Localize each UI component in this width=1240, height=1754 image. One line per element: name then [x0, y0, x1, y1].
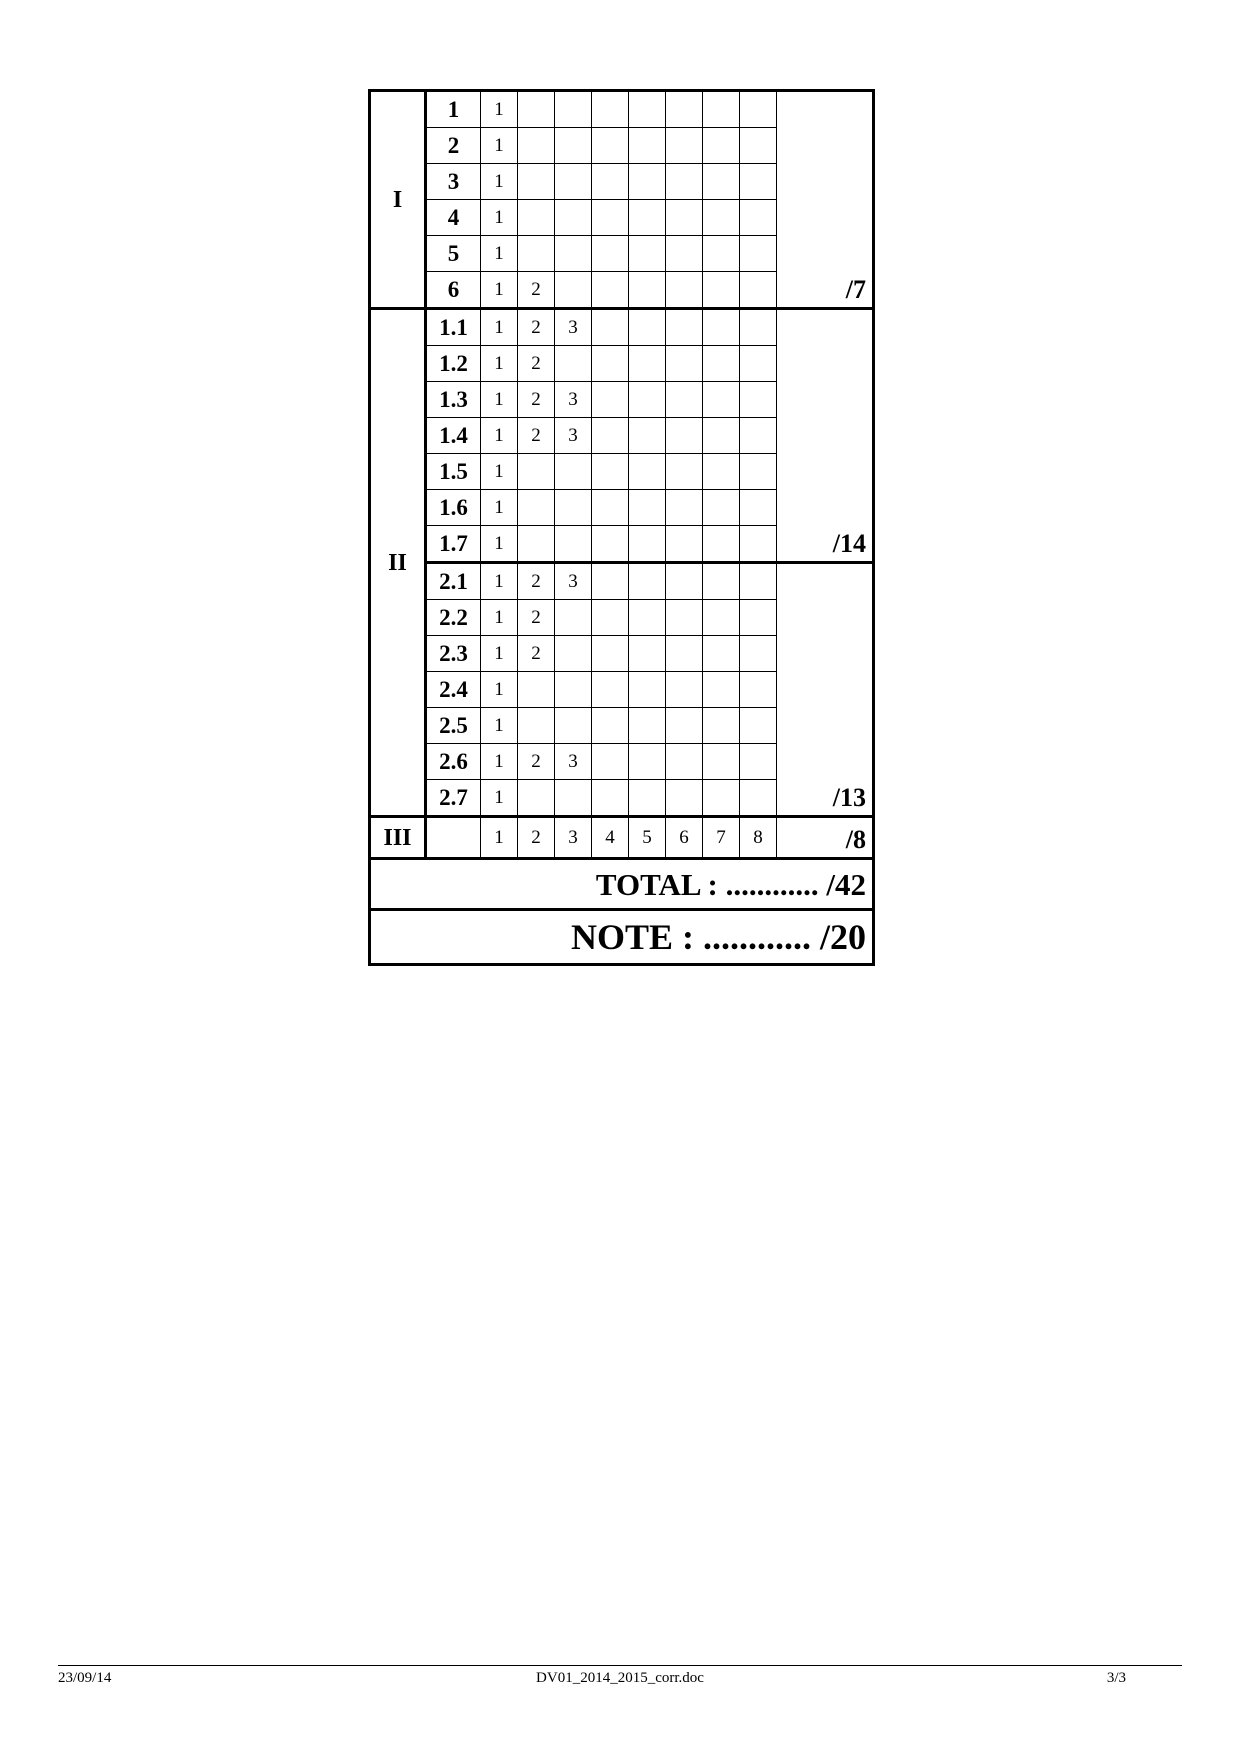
empty-point-cell[interactable] [518, 236, 555, 272]
empty-point-cell[interactable] [666, 636, 703, 672]
note-label: NOTE : ............ /20 [370, 910, 874, 965]
empty-point-cell[interactable] [555, 636, 592, 672]
point-cell[interactable]: 1 [481, 309, 518, 346]
empty-point-cell[interactable] [629, 309, 666, 346]
empty-point-cell[interactable] [740, 744, 777, 780]
empty-point-cell[interactable] [592, 128, 629, 164]
empty-point-cell[interactable] [555, 200, 592, 236]
empty-point-cell[interactable] [703, 708, 740, 744]
point-cell[interactable]: 1 [481, 672, 518, 708]
empty-point-cell[interactable] [629, 744, 666, 780]
empty-point-cell[interactable] [703, 780, 740, 817]
empty-point-cell[interactable] [703, 200, 740, 236]
point-cell[interactable]: 4 [592, 817, 629, 859]
empty-point-cell[interactable] [518, 200, 555, 236]
group-score: /14 [777, 309, 874, 563]
section-label: II [370, 309, 426, 817]
question-number: 2.1 [426, 563, 481, 600]
empty-point-cell[interactable] [703, 272, 740, 309]
point-cell[interactable]: 1 [481, 563, 518, 600]
question-number: 1.7 [426, 526, 481, 563]
empty-point-cell[interactable] [629, 672, 666, 708]
empty-point-cell[interactable] [703, 490, 740, 526]
section-label: III [370, 817, 426, 859]
footer-rule [58, 1665, 1182, 1666]
point-cell[interactable]: 1 [481, 236, 518, 272]
point-cell[interactable]: 1 [481, 817, 518, 859]
grid-row [370, 563, 874, 600]
empty-point-cell[interactable] [740, 672, 777, 708]
empty-point-cell[interactable] [629, 454, 666, 490]
empty-point-cell[interactable] [740, 780, 777, 817]
empty-point-cell[interactable] [555, 128, 592, 164]
group-score: /7 [777, 91, 874, 309]
empty-point-cell[interactable] [666, 418, 703, 454]
question-number: 2.4 [426, 672, 481, 708]
empty-point-cell[interactable] [629, 346, 666, 382]
total-label: TOTAL : ............ /42 [370, 859, 874, 910]
point-cell[interactable]: 1 [481, 91, 518, 128]
empty-point-cell[interactable] [666, 91, 703, 128]
point-cell[interactable]: 1 [481, 418, 518, 454]
question-number: 2.3 [426, 636, 481, 672]
empty-point-cell[interactable] [666, 490, 703, 526]
empty-point-cell[interactable] [740, 164, 777, 200]
empty-point-cell[interactable] [555, 236, 592, 272]
empty-point-cell[interactable] [703, 744, 740, 780]
empty-point-cell[interactable] [555, 454, 592, 490]
point-cell[interactable]: 2 [518, 418, 555, 454]
empty-point-cell[interactable] [703, 672, 740, 708]
point-cell[interactable]: 1 [481, 526, 518, 563]
empty-point-cell[interactable] [666, 236, 703, 272]
point-cell[interactable]: 3 [555, 382, 592, 418]
question-number: 4 [426, 200, 481, 236]
question-number: 1.2 [426, 346, 481, 382]
empty-point-cell[interactable] [592, 418, 629, 454]
point-cell[interactable]: 3 [555, 744, 592, 780]
empty-point-cell[interactable] [518, 128, 555, 164]
point-cell[interactable]: 2 [518, 346, 555, 382]
empty-point-cell[interactable] [629, 200, 666, 236]
point-cell[interactable]: 2 [518, 563, 555, 600]
empty-point-cell[interactable] [518, 780, 555, 817]
empty-point-cell[interactable] [592, 200, 629, 236]
point-cell[interactable]: 1 [481, 490, 518, 526]
empty-point-cell[interactable] [592, 780, 629, 817]
empty-point-cell[interactable] [703, 454, 740, 490]
empty-point-cell[interactable] [740, 128, 777, 164]
empty-point-cell[interactable] [518, 708, 555, 744]
empty-point-cell[interactable] [629, 563, 666, 600]
point-cell[interactable]: 1 [481, 454, 518, 490]
empty-point-cell[interactable] [740, 563, 777, 600]
empty-point-cell[interactable] [592, 490, 629, 526]
point-cell[interactable]: 1 [481, 636, 518, 672]
grid-row [370, 309, 874, 346]
point-cell[interactable]: 1 [481, 200, 518, 236]
empty-point-cell[interactable] [518, 91, 555, 128]
empty-point-cell[interactable] [592, 164, 629, 200]
empty-point-cell[interactable] [629, 708, 666, 744]
empty-point-cell[interactable] [629, 272, 666, 309]
question-number: 1.4 [426, 418, 481, 454]
empty-point-cell[interactable] [629, 418, 666, 454]
empty-point-cell[interactable] [592, 744, 629, 780]
point-cell[interactable]: 1 [481, 744, 518, 780]
empty-point-cell[interactable] [592, 236, 629, 272]
point-cell[interactable]: 5 [629, 817, 666, 859]
empty-point-cell[interactable] [629, 636, 666, 672]
empty-point-cell[interactable] [740, 200, 777, 236]
question-number: 6 [426, 272, 481, 309]
empty-point-cell[interactable] [555, 272, 592, 309]
empty-point-cell[interactable] [703, 600, 740, 636]
empty-point-cell[interactable] [666, 526, 703, 563]
empty-point-cell[interactable] [555, 346, 592, 382]
empty-point-cell[interactable] [629, 382, 666, 418]
empty-point-cell[interactable] [592, 309, 629, 346]
point-cell[interactable]: 1 [481, 272, 518, 309]
empty-point-cell[interactable] [629, 236, 666, 272]
empty-point-cell[interactable] [592, 708, 629, 744]
question-number: 2.7 [426, 780, 481, 817]
point-cell[interactable]: 2 [518, 309, 555, 346]
empty-point-cell[interactable] [703, 526, 740, 563]
point-cell[interactable]: 1 [481, 780, 518, 817]
total-row [370, 859, 874, 910]
question-number: 2.5 [426, 708, 481, 744]
point-cell[interactable]: 3 [555, 418, 592, 454]
section-label: I [370, 91, 426, 309]
point-cell[interactable]: 3 [555, 563, 592, 600]
note-row [370, 910, 874, 965]
empty-point-cell[interactable] [629, 600, 666, 636]
empty-point-cell[interactable] [555, 526, 592, 563]
empty-point-cell[interactable] [629, 780, 666, 817]
empty-point-cell[interactable] [555, 490, 592, 526]
empty-point-cell[interactable] [666, 744, 703, 780]
empty-point-cell[interactable] [703, 382, 740, 418]
empty-point-cell[interactable] [666, 672, 703, 708]
footer-filename: DV01_2014_2015_corr.doc [536, 1670, 704, 1686]
question-number: 1.6 [426, 490, 481, 526]
empty-point-cell[interactable] [518, 490, 555, 526]
empty-point-cell[interactable] [703, 418, 740, 454]
point-cell[interactable]: 2 [518, 600, 555, 636]
question-number: 1 [426, 91, 481, 128]
point-cell[interactable]: 1 [481, 382, 518, 418]
question-number: 1.1 [426, 309, 481, 346]
empty-point-cell[interactable] [740, 91, 777, 128]
empty-point-cell[interactable] [666, 346, 703, 382]
question-number [426, 817, 481, 859]
grid-row [370, 91, 874, 128]
point-cell[interactable]: 1 [481, 346, 518, 382]
footer-page-number: 3/3 [1106, 1670, 1126, 1686]
point-cell[interactable]: 1 [481, 708, 518, 744]
empty-point-cell[interactable] [518, 526, 555, 563]
empty-point-cell[interactable] [666, 708, 703, 744]
empty-point-cell[interactable] [666, 600, 703, 636]
empty-point-cell[interactable] [592, 672, 629, 708]
empty-point-cell[interactable] [629, 91, 666, 128]
empty-point-cell[interactable] [703, 164, 740, 200]
empty-point-cell[interactable] [592, 526, 629, 563]
empty-point-cell[interactable] [666, 164, 703, 200]
point-cell[interactable]: 1 [481, 600, 518, 636]
empty-point-cell[interactable] [703, 236, 740, 272]
empty-point-cell[interactable] [740, 708, 777, 744]
empty-point-cell[interactable] [666, 128, 703, 164]
point-cell[interactable]: 3 [555, 309, 592, 346]
empty-point-cell[interactable] [740, 309, 777, 346]
question-number: 2.6 [426, 744, 481, 780]
empty-point-cell[interactable] [592, 454, 629, 490]
empty-point-cell[interactable] [555, 708, 592, 744]
empty-point-cell[interactable] [740, 272, 777, 309]
empty-point-cell[interactable] [629, 128, 666, 164]
empty-point-cell[interactable] [740, 526, 777, 563]
point-cell[interactable]: 1 [481, 164, 518, 200]
empty-point-cell[interactable] [740, 490, 777, 526]
empty-point-cell[interactable] [592, 272, 629, 309]
point-cell[interactable]: 8 [740, 817, 777, 859]
empty-point-cell[interactable] [555, 91, 592, 128]
point-cell[interactable]: 2 [518, 272, 555, 309]
empty-point-cell[interactable] [703, 636, 740, 672]
group-score: /8 [777, 817, 874, 859]
empty-point-cell[interactable] [666, 200, 703, 236]
empty-point-cell[interactable] [666, 563, 703, 600]
empty-point-cell[interactable] [703, 563, 740, 600]
empty-point-cell[interactable] [592, 636, 629, 672]
question-number: 2 [426, 128, 481, 164]
empty-point-cell[interactable] [629, 490, 666, 526]
empty-point-cell[interactable] [555, 600, 592, 636]
empty-point-cell[interactable] [629, 526, 666, 563]
point-cell[interactable]: 2 [518, 817, 555, 859]
point-cell[interactable]: 2 [518, 382, 555, 418]
empty-point-cell[interactable] [666, 454, 703, 490]
empty-point-cell[interactable] [629, 164, 666, 200]
empty-point-cell[interactable] [555, 164, 592, 200]
point-cell[interactable]: 3 [555, 817, 592, 859]
empty-point-cell[interactable] [740, 346, 777, 382]
empty-point-cell[interactable] [740, 418, 777, 454]
question-number: 1.3 [426, 382, 481, 418]
empty-point-cell[interactable] [740, 454, 777, 490]
question-number: 1.5 [426, 454, 481, 490]
empty-point-cell[interactable] [592, 382, 629, 418]
empty-point-cell[interactable] [666, 272, 703, 309]
grading-grid-body [370, 91, 874, 965]
empty-point-cell[interactable] [518, 672, 555, 708]
empty-point-cell[interactable] [703, 128, 740, 164]
point-cell[interactable]: 2 [518, 636, 555, 672]
empty-point-cell[interactable] [592, 91, 629, 128]
empty-point-cell[interactable] [703, 91, 740, 128]
empty-point-cell[interactable] [592, 346, 629, 382]
empty-point-cell[interactable] [703, 346, 740, 382]
empty-point-cell[interactable] [666, 382, 703, 418]
empty-point-cell[interactable] [518, 454, 555, 490]
point-cell[interactable]: 1 [481, 128, 518, 164]
empty-point-cell[interactable] [555, 780, 592, 817]
grading-grid [368, 89, 875, 966]
empty-point-cell[interactable] [666, 780, 703, 817]
point-cell[interactable]: 2 [518, 744, 555, 780]
question-number: 2.2 [426, 600, 481, 636]
footer-date: 23/09/14 [58, 1670, 112, 1686]
question-number: 5 [426, 236, 481, 272]
empty-point-cell[interactable] [555, 672, 592, 708]
empty-point-cell[interactable] [518, 164, 555, 200]
empty-point-cell[interactable] [740, 636, 777, 672]
group-score: /13 [777, 563, 874, 817]
empty-point-cell[interactable] [592, 563, 629, 600]
empty-point-cell[interactable] [740, 600, 777, 636]
empty-point-cell[interactable] [740, 382, 777, 418]
question-number: 3 [426, 164, 481, 200]
point-cell[interactable]: 6 [666, 817, 703, 859]
grid-row [370, 817, 874, 859]
empty-point-cell[interactable] [703, 309, 740, 346]
empty-point-cell[interactable] [740, 236, 777, 272]
empty-point-cell[interactable] [592, 600, 629, 636]
empty-point-cell[interactable] [666, 309, 703, 346]
point-cell[interactable]: 7 [703, 817, 740, 859]
